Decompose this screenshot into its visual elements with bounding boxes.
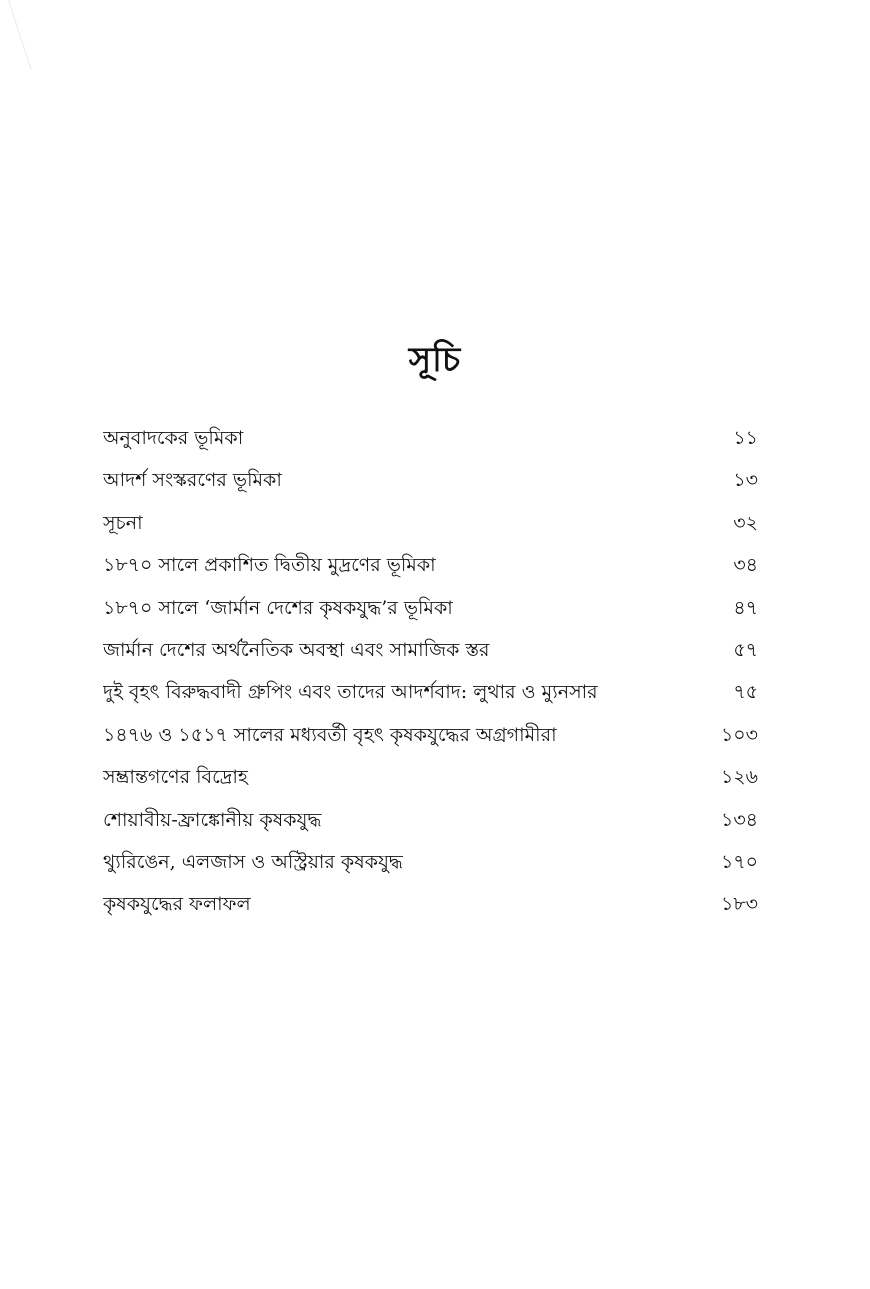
- page-title: সূচি: [408, 340, 462, 380]
- scan-edge-mark: [8, 0, 62, 70]
- toc-entry: [103, 848, 758, 890]
- toc-entry-page-number: ৩৪: [733, 554, 758, 577]
- toc-entry-page-number: ১৩৪: [720, 808, 758, 831]
- toc-entry-title: জার্মান দেশের অর্থনৈতিক অবস্থা এবং সামাজিক স্তর: [103, 638, 490, 661]
- toc-entry-title: ১৪৭৬ ও ১৫১৭ সালের মধ্যবর্তী বৃহৎ কৃষকযুদ্ধের অগ্রগামীরা: [103, 723, 557, 746]
- toc-entry-title: ১৮৭০ সালে প্রকাশিত দ্বিতীয় মুদ্রণের ভূমিকা: [103, 554, 436, 577]
- toc-entry: [103, 594, 758, 636]
- table-of-contents: [103, 424, 758, 933]
- toc-entry-title: সূচনা: [103, 511, 143, 534]
- toc-entry: [103, 551, 758, 593]
- toc-entry-page-number: ৫৭: [733, 638, 758, 661]
- toc-entry-page-number: ১৮৩: [720, 893, 758, 916]
- toc-entry-title: ১৮৭০ সালে ‘জার্মান দেশের কৃষকযুদ্ধ’র ভূমিকা: [103, 596, 453, 619]
- toc-entry: [103, 678, 758, 720]
- toc-entry-title: অনুবাদকের ভূমিকা: [103, 427, 244, 449]
- toc-entry-title: আদর্শ সংস্করণের ভূমিকা: [103, 469, 282, 492]
- toc-entry-page-number: ৪৭: [733, 596, 758, 619]
- toc-entry-page-number: ১১: [733, 427, 758, 449]
- toc-entry-title: কৃষকযুদ্ধের ফলাফল: [103, 893, 251, 916]
- toc-entry: [103, 424, 758, 466]
- toc-entry: [103, 763, 758, 805]
- toc-entry-page-number: ১৭০: [720, 850, 758, 873]
- toc-entry: [103, 636, 758, 678]
- toc-entry: [103, 890, 758, 932]
- toc-entry-page-number: ১০৩: [720, 723, 758, 746]
- toc-entry-page-number: ৩২: [733, 511, 758, 534]
- toc-entry: [103, 509, 758, 551]
- toc-entry-title: দুই বৃহৎ বিরুদ্ধবাদী গ্রুপিং এবং তাদের আদর্শবাদ: লুথার ও ম্যুনসার: [103, 681, 598, 704]
- toc-entry-title: থ্যুরিঙেন, এলজাস ও অস্ট্রিয়ার কৃষকযুদ্ধ: [103, 850, 403, 873]
- toc-entry-title: শোয়াবীয়-ফ্রাঙ্কোনীয় কৃষকযুদ্ধ: [103, 808, 322, 831]
- toc-entry: [103, 466, 758, 508]
- toc-entry: [103, 806, 758, 848]
- toc-entry-page-number: ১৩: [733, 469, 758, 492]
- toc-entry-page-number: ১২৬: [720, 766, 758, 789]
- toc-entry: [103, 721, 758, 763]
- toc-entry-page-number: ৭৫: [733, 681, 758, 704]
- toc-entry-title: সম্ভ্রান্তগণের বিদ্রোহ: [103, 766, 248, 789]
